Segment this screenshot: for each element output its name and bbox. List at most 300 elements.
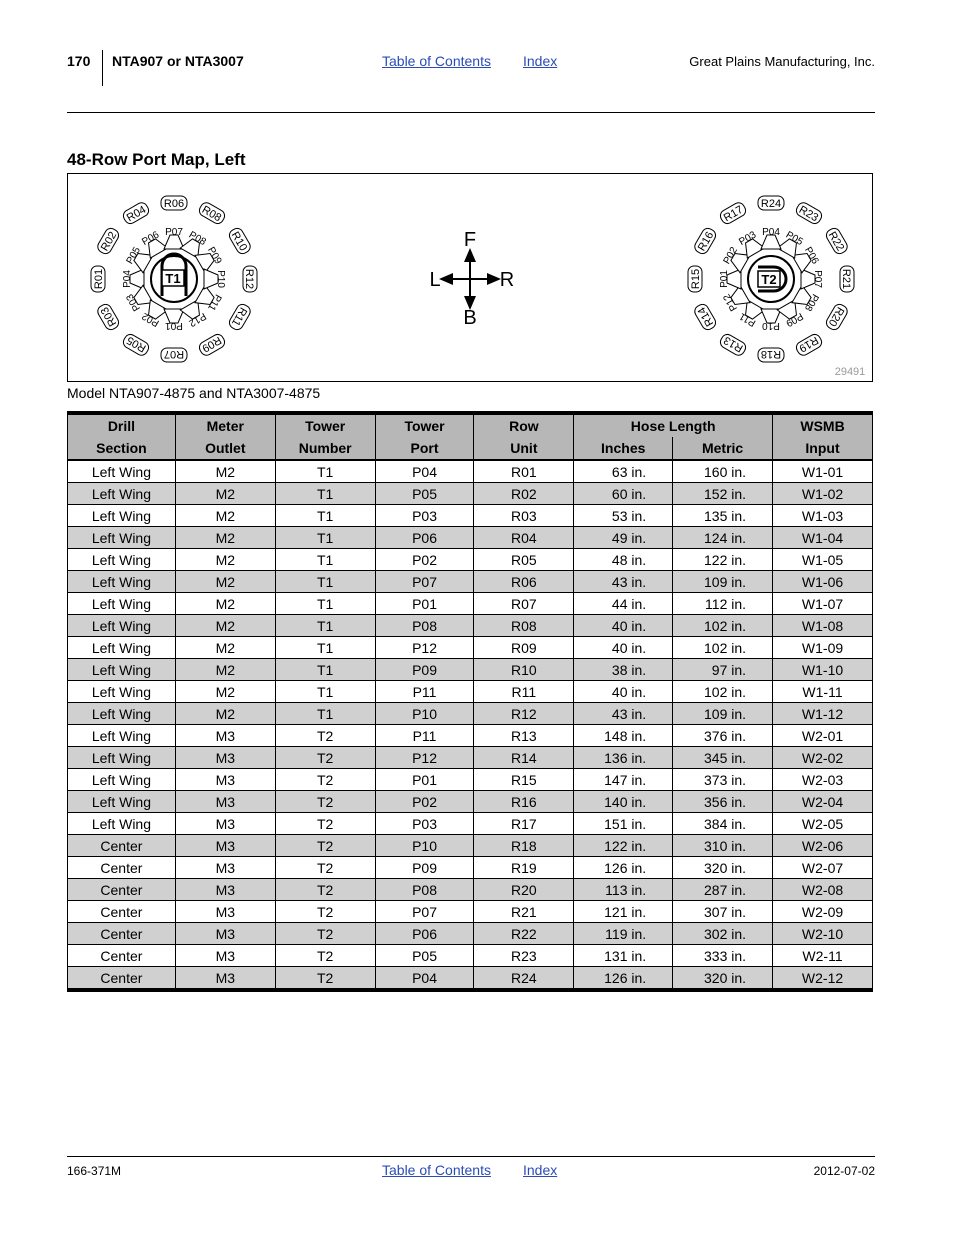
header-port: Port [375, 437, 474, 460]
cell-tower-port: P10 [375, 703, 474, 725]
index-link-top[interactable]: Index [523, 53, 558, 69]
cell-tower-number: T1 [275, 549, 375, 571]
port-label: P05 [783, 229, 805, 248]
cell-hose-metric: 320 in. [673, 857, 773, 879]
cell-tower-port: P08 [375, 615, 474, 637]
cell-tower-port: P09 [375, 857, 474, 879]
cell-hose-inches: 40 in. [574, 637, 673, 659]
table-row [68, 460, 873, 483]
cell-hose-metric: 384 in. [673, 813, 773, 835]
cell-meter-outlet: M3 [175, 813, 275, 835]
cell-wsmb-input: W1-10 [773, 659, 873, 681]
table-row [68, 703, 873, 725]
cell-drill-section: Left Wing [68, 483, 176, 505]
table-row [68, 681, 873, 703]
cell-hose-metric: 102 in. [673, 615, 773, 637]
header-section: Section [68, 437, 176, 460]
cell-tower-port: P01 [375, 593, 474, 615]
cell-drill-section: Left Wing [68, 505, 176, 527]
cell-hose-inches: 53 in. [574, 505, 673, 527]
port-label: P10 [215, 270, 226, 288]
port-label: P06 [802, 245, 821, 267]
cell-meter-outlet: M2 [175, 505, 275, 527]
port-label: P03 [737, 229, 759, 248]
cell-tower-number: T1 [275, 615, 375, 637]
cell-drill-section: Left Wing [68, 593, 176, 615]
cell-drill-section: Left Wing [68, 769, 176, 791]
cell-hose-inches: 60 in. [574, 483, 673, 505]
header-tower-number: Tower [275, 413, 375, 437]
cell-row-unit: R13 [474, 725, 574, 747]
cell-row-unit: R20 [474, 879, 574, 901]
cell-meter-outlet: M2 [175, 571, 275, 593]
section-title: 48-Row Port Map, Left [67, 150, 246, 169]
cell-meter-outlet: M2 [175, 681, 275, 703]
cell-meter-outlet: M3 [175, 857, 275, 879]
cell-wsmb-input: W1-11 [773, 681, 873, 703]
port-label: P03 [124, 291, 143, 313]
cell-row-unit: R07 [474, 593, 574, 615]
table-row [68, 967, 873, 991]
port-pair [195, 285, 252, 331]
cell-row-unit: R02 [474, 483, 574, 505]
port-pair [777, 300, 823, 357]
port-label: P07 [812, 270, 823, 288]
cell-tower-number: T1 [275, 659, 375, 681]
cell-hose-inches: 126 in. [574, 967, 673, 991]
cell-hose-metric: 302 in. [673, 923, 773, 945]
header-metric: Metric [673, 437, 773, 460]
port-pair [801, 266, 854, 292]
table-row [68, 725, 873, 747]
cell-drill-section: Left Wing [68, 725, 176, 747]
header-meter: Meter [175, 413, 275, 437]
cell-tower-port: P08 [375, 879, 474, 901]
cell-tower-port: P02 [375, 791, 474, 813]
port-map-table [67, 411, 873, 992]
row-label: R08 [199, 203, 224, 225]
cell-tower-port: P07 [375, 901, 474, 923]
cell-drill-section: Left Wing [68, 791, 176, 813]
cell-tower-port: P05 [375, 483, 474, 505]
header-rule [67, 112, 875, 113]
row-label: R02 [98, 229, 120, 254]
table-row [68, 923, 873, 945]
cell-drill-section: Left Wing [68, 813, 176, 835]
port-pair [777, 201, 823, 258]
cell-row-unit: R12 [474, 703, 574, 725]
cell-hose-metric: 135 in. [673, 505, 773, 527]
cell-wsmb-input: W1-01 [773, 460, 873, 483]
cell-meter-outlet: M3 [175, 747, 275, 769]
cell-wsmb-input: W1-08 [773, 615, 873, 637]
cell-tower-number: T2 [275, 835, 375, 857]
cell-meter-outlet: M3 [175, 923, 275, 945]
cell-meter-outlet: M3 [175, 769, 275, 791]
table-row [68, 527, 873, 549]
port-label: P07 [165, 227, 183, 238]
row-label: R20 [825, 304, 847, 329]
cell-meter-outlet: M2 [175, 659, 275, 681]
cell-row-unit: R11 [474, 681, 574, 703]
cell-hose-inches: 38 in. [574, 659, 673, 681]
cell-tower-number: T2 [275, 813, 375, 835]
table-row [68, 483, 873, 505]
cell-wsmb-input: W2-02 [773, 747, 873, 769]
cell-tower-number: T2 [275, 945, 375, 967]
cell-row-unit: R24 [474, 967, 574, 991]
port-label: P04 [122, 270, 133, 288]
cell-tower-port: P12 [375, 747, 474, 769]
cell-meter-outlet: M2 [175, 703, 275, 725]
port-pair [161, 196, 187, 249]
cell-tower-port: P12 [375, 637, 474, 659]
model-title: NTA907 or NTA3007 [112, 53, 244, 69]
cell-row-unit: R22 [474, 923, 574, 945]
table-row [68, 637, 873, 659]
port-label: P09 [783, 310, 805, 329]
cell-row-unit: R10 [474, 659, 574, 681]
cell-hose-inches: 122 in. [574, 835, 673, 857]
cell-row-unit: R18 [474, 835, 574, 857]
cell-hose-metric: 109 in. [673, 703, 773, 725]
cell-hose-metric: 310 in. [673, 835, 773, 857]
row-label: R16 [695, 229, 717, 254]
cell-wsmb-input: W2-10 [773, 923, 873, 945]
port-pair [96, 285, 153, 331]
cell-tower-port: P04 [375, 967, 474, 991]
port-label: P01 [719, 270, 730, 288]
row-label: R21 [840, 268, 852, 290]
cell-row-unit: R09 [474, 637, 574, 659]
cell-hose-inches: 151 in. [574, 813, 673, 835]
cell-meter-outlet: M2 [175, 593, 275, 615]
cell-row-unit: R21 [474, 901, 574, 923]
toc-link-bottom[interactable]: Table of Contents [382, 1162, 491, 1178]
cell-tower-number: T1 [275, 703, 375, 725]
cell-row-unit: R04 [474, 527, 574, 549]
cell-drill-section: Left Wing [68, 703, 176, 725]
cell-tower-number: T2 [275, 769, 375, 791]
table-row [68, 659, 873, 681]
header-number: Number [275, 437, 375, 460]
cell-wsmb-input: W1-07 [773, 593, 873, 615]
cell-drill-section: Left Wing [68, 747, 176, 769]
cell-hose-inches: 43 in. [574, 571, 673, 593]
cell-wsmb-input: W2-08 [773, 879, 873, 901]
port-pair [180, 300, 226, 357]
cell-tower-number: T1 [275, 571, 375, 593]
table-row [68, 835, 873, 857]
cell-drill-section: Center [68, 923, 176, 945]
compass-l: L [429, 269, 441, 291]
cell-meter-outlet: M3 [175, 945, 275, 967]
cell-meter-outlet: M2 [175, 483, 275, 505]
row-label: R24 [760, 198, 782, 210]
row-label: R05 [124, 333, 149, 355]
cell-tower-number: T1 [275, 505, 375, 527]
cell-hose-inches: 126 in. [574, 857, 673, 879]
cell-hose-metric: 287 in. [673, 879, 773, 901]
cell-tower-number: T2 [275, 725, 375, 747]
row-label: R06 [163, 198, 185, 210]
cell-hose-inches: 40 in. [574, 615, 673, 637]
cell-drill-section: Center [68, 967, 176, 991]
cell-wsmb-input: W1-09 [773, 637, 873, 659]
table-row [68, 769, 873, 791]
header-inches: Inches [574, 437, 673, 460]
cell-hose-metric: 373 in. [673, 769, 773, 791]
row-label: R10 [228, 229, 250, 254]
row-label: R23 [796, 203, 821, 225]
cell-drill-section: Left Wing [68, 527, 176, 549]
row-label: R03 [98, 304, 120, 329]
row-label: R13 [721, 333, 746, 355]
port-map-svg [68, 174, 872, 381]
cell-tower-number: T1 [275, 593, 375, 615]
cell-tower-port: P07 [375, 571, 474, 593]
cell-wsmb-input: W2-04 [773, 791, 873, 813]
cell-tower-number: T2 [275, 923, 375, 945]
table-row [68, 791, 873, 813]
table-row [68, 593, 873, 615]
table-row [68, 549, 873, 571]
port-label: P08 [186, 229, 208, 248]
cell-meter-outlet: M3 [175, 901, 275, 923]
cell-hose-inches: 131 in. [574, 945, 673, 967]
header-tower-port: Tower [375, 413, 474, 437]
row-label: R19 [796, 333, 821, 355]
header-outlet: Outlet [175, 437, 275, 460]
port-pair [688, 266, 741, 292]
company-name: Great Plains Manufacturing, Inc. [689, 54, 875, 69]
table-row [68, 615, 873, 637]
cell-row-unit: R16 [474, 791, 574, 813]
cell-tower-number: T2 [275, 879, 375, 901]
port-label: P08 [802, 291, 821, 313]
table-row [68, 879, 873, 901]
port-label: P11 [205, 292, 224, 313]
port-pair [204, 266, 257, 292]
compass [429, 229, 514, 329]
port-label: P01 [165, 320, 183, 331]
table-row [68, 571, 873, 593]
port-label: P06 [140, 229, 162, 248]
cell-hose-metric: 333 in. [673, 945, 773, 967]
port-label: P02 [140, 310, 162, 329]
cell-hose-inches: 136 in. [574, 747, 673, 769]
cell-hose-metric: 376 in. [673, 725, 773, 747]
port-pair [180, 201, 226, 258]
figure-number: 29491 [834, 366, 866, 378]
cell-wsmb-input: W2-06 [773, 835, 873, 857]
cell-hose-inches: 119 in. [574, 923, 673, 945]
cell-wsmb-input: W1-04 [773, 527, 873, 549]
cell-hose-metric: 345 in. [673, 747, 773, 769]
cell-hose-metric: 152 in. [673, 483, 773, 505]
cell-hose-metric: 102 in. [673, 681, 773, 703]
row-label: R11 [228, 305, 249, 328]
cell-hose-metric: 122 in. [673, 549, 773, 571]
cell-tower-port: P06 [375, 527, 474, 549]
cell-wsmb-input: W2-05 [773, 813, 873, 835]
port-pair [161, 309, 187, 362]
cell-meter-outlet: M3 [175, 967, 275, 991]
cell-row-unit: R23 [474, 945, 574, 967]
cell-meter-outlet: M2 [175, 615, 275, 637]
cell-row-unit: R06 [474, 571, 574, 593]
cell-tower-number: T1 [275, 637, 375, 659]
cell-wsmb-input: W2-01 [773, 725, 873, 747]
port-label: P04 [762, 227, 780, 238]
table-row [68, 505, 873, 527]
row-label: R17 [721, 203, 746, 225]
port-label: P12 [186, 310, 208, 329]
cell-row-unit: R08 [474, 615, 574, 637]
row-label: R01 [93, 268, 105, 290]
port-label: P05 [124, 245, 143, 267]
table-body [68, 460, 873, 990]
tower-right-center [748, 256, 794, 302]
table-row [68, 813, 873, 835]
port-label: P02 [721, 245, 740, 267]
row-label: R14 [695, 304, 717, 329]
cell-meter-outlet: M3 [175, 835, 275, 857]
cell-row-unit: R15 [474, 769, 574, 791]
row-label: R04 [124, 203, 149, 225]
cell-hose-metric: 307 in. [673, 901, 773, 923]
port-label: P09 [205, 245, 224, 267]
cell-hose-inches: 147 in. [574, 769, 673, 791]
header-drill: Drill [68, 413, 176, 437]
cell-drill-section: Center [68, 879, 176, 901]
cell-tower-port: P02 [375, 549, 474, 571]
port-label: P11 [737, 310, 758, 329]
cell-drill-section: Left Wing [68, 549, 176, 571]
row-label: R12 [243, 268, 255, 290]
row-label: R18 [760, 348, 782, 360]
row-label: R09 [199, 333, 224, 355]
cell-meter-outlet: M3 [175, 791, 275, 813]
cell-tower-port: P10 [375, 835, 474, 857]
cell-hose-inches: 63 in. [574, 460, 673, 483]
port-pair [718, 201, 764, 258]
cell-drill-section: Center [68, 945, 176, 967]
cell-row-unit: R03 [474, 505, 574, 527]
cell-meter-outlet: M2 [175, 637, 275, 659]
cell-tower-number: T1 [275, 460, 375, 483]
table-row [68, 747, 873, 769]
index-link-bottom[interactable]: Index [523, 1162, 558, 1178]
cell-hose-metric: 112 in. [673, 593, 773, 615]
footer-rule [67, 1156, 875, 1157]
cell-meter-outlet: M3 [175, 725, 275, 747]
cell-drill-section: Left Wing [68, 615, 176, 637]
cell-meter-outlet: M2 [175, 527, 275, 549]
cell-tower-number: T2 [275, 967, 375, 991]
port-pair [121, 300, 167, 357]
cell-wsmb-input: W2-11 [773, 945, 873, 967]
port-label: P12 [721, 291, 740, 313]
cell-tower-number: T2 [275, 747, 375, 769]
port-pair [96, 226, 153, 272]
cell-tower-port: P04 [375, 460, 474, 483]
cell-tower-number: T1 [275, 681, 375, 703]
cell-drill-section: Left Wing [68, 460, 176, 483]
cell-hose-inches: 49 in. [574, 527, 673, 549]
port-pair [718, 300, 764, 357]
cell-hose-inches: 148 in. [574, 725, 673, 747]
cell-row-unit: R19 [474, 857, 574, 879]
cell-meter-outlet: M3 [175, 879, 275, 901]
cell-hose-metric: 124 in. [673, 527, 773, 549]
cell-tower-number: T2 [275, 901, 375, 923]
cell-tower-port: P05 [375, 945, 474, 967]
cell-tower-port: P01 [375, 769, 474, 791]
cell-hose-inches: 40 in. [574, 681, 673, 703]
model-caption: Model NTA907-4875 and NTA3007-4875 [67, 385, 321, 401]
cell-tower-number: T1 [275, 483, 375, 505]
cell-tower-port: P06 [375, 923, 474, 945]
header-hose-length: Hose Length [574, 413, 773, 437]
cell-hose-inches: 44 in. [574, 593, 673, 615]
header-unit: Unit [474, 437, 574, 460]
cell-drill-section: Center [68, 835, 176, 857]
cell-tower-number: T1 [275, 527, 375, 549]
cell-hose-inches: 48 in. [574, 549, 673, 571]
cell-tower-port: P11 [375, 725, 474, 747]
cell-meter-outlet: M2 [175, 549, 275, 571]
row-label: R07 [163, 348, 185, 360]
cell-row-unit: R05 [474, 549, 574, 571]
cell-drill-section: Left Wing [68, 637, 176, 659]
cell-tower-port: P11 [375, 681, 474, 703]
cell-meter-outlet: M2 [175, 460, 275, 483]
cell-row-unit: R01 [474, 460, 574, 483]
header-row: Row [474, 413, 574, 437]
cell-wsmb-input: W2-09 [773, 901, 873, 923]
cell-hose-inches: 140 in. [574, 791, 673, 813]
cell-wsmb-input: W2-07 [773, 857, 873, 879]
table-row [68, 901, 873, 923]
port-pair [195, 226, 252, 272]
cell-drill-section: Left Wing [68, 659, 176, 681]
table-header-row [68, 413, 873, 437]
cell-drill-section: Left Wing [68, 571, 176, 593]
cell-hose-inches: 121 in. [574, 901, 673, 923]
row-label: R22 [825, 229, 847, 254]
cell-wsmb-input: W1-02 [773, 483, 873, 505]
toc-link-top[interactable]: Table of Contents [382, 53, 491, 69]
compass-f: F [463, 229, 477, 251]
cell-row-unit: R17 [474, 813, 574, 835]
cell-tower-port: P03 [375, 505, 474, 527]
cell-wsmb-input: W1-12 [773, 703, 873, 725]
port-pair [693, 226, 750, 272]
port-pair [758, 196, 784, 249]
cell-row-unit: R14 [474, 747, 574, 769]
cell-hose-inches: 43 in. [574, 703, 673, 725]
cell-drill-section: Center [68, 857, 176, 879]
tower-left-center [151, 254, 197, 302]
doc-date: 2012-07-02 [813, 1164, 875, 1178]
cell-hose-metric: 160 in. [673, 460, 773, 483]
cell-hose-metric: 97 in. [673, 659, 773, 681]
header-input: Input [773, 437, 873, 460]
cell-drill-section: Center [68, 901, 176, 923]
page-number: 170 [67, 53, 91, 69]
port-map-diagram [67, 173, 873, 382]
